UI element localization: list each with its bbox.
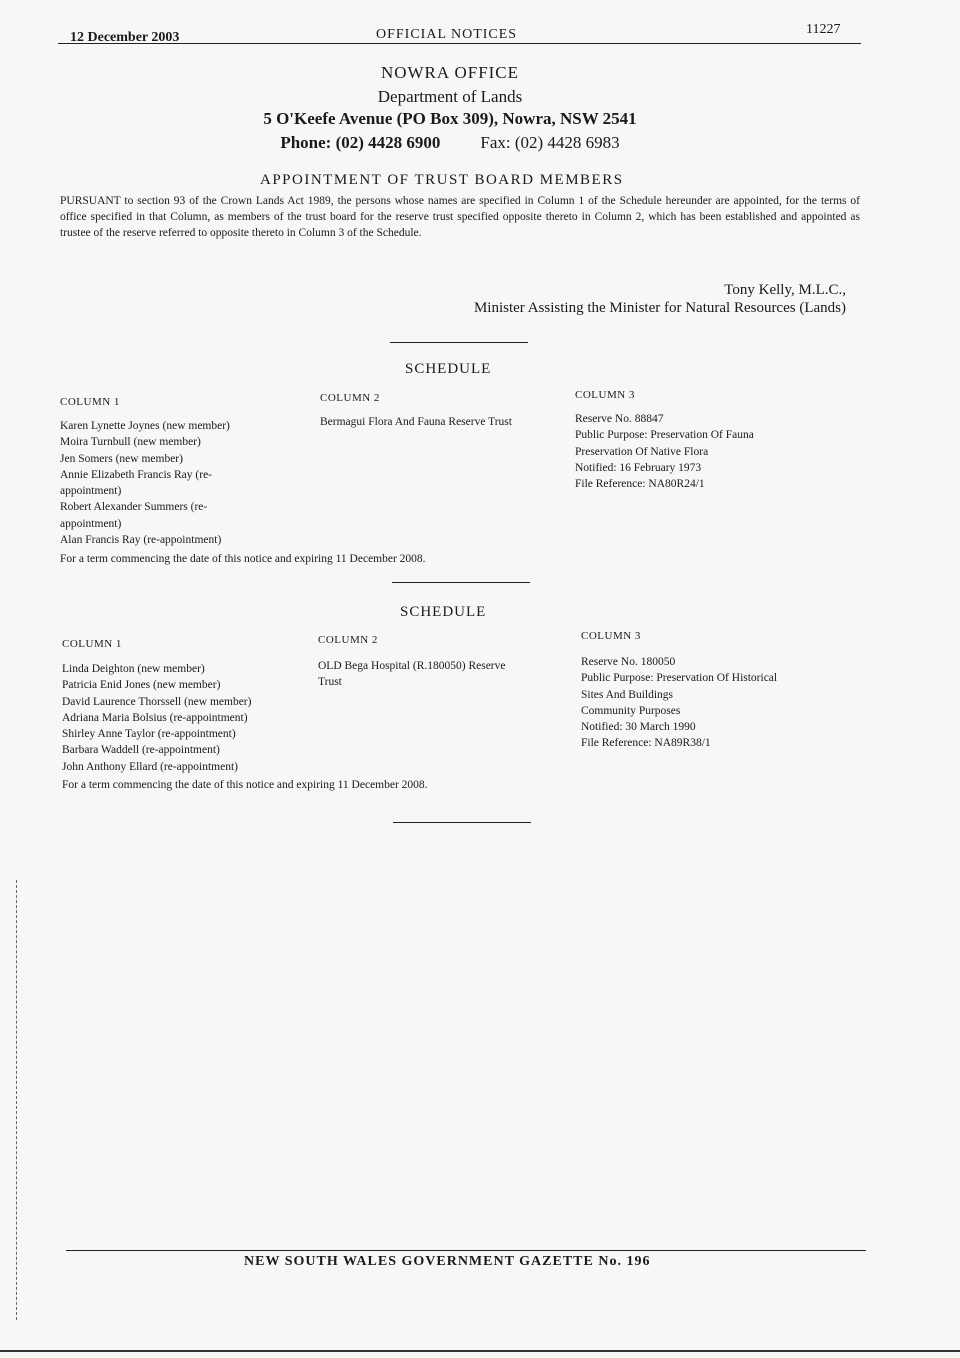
reserve-trust-line: OLD Bega Hospital (R.180050) Reserve [318,660,506,672]
member-name: Karen Lynette Joynes (new member) [60,420,230,432]
member-name: John Anthony Ellard (re-appointment) [62,760,238,773]
reserve-detail-line: Preservation Of Native Flora [575,445,709,458]
reserve-detail-line: Public Purpose: Preservation Of Historical [581,672,778,685]
scan-edge-mark [16,880,17,1320]
reserve-detail-line: Public Purpose: Preservation Of Fauna [575,429,754,442]
member-name: Adriana Maria Bolsius (re-appointment) [62,711,248,724]
header-page-number: 11227 [806,22,841,37]
column-1-heading: COLUMN 1 [62,638,122,650]
signatory-name: Tony Kelly, M.L.C., [724,282,846,298]
header-rule [58,43,861,44]
column-3-heading: COLUMN 3 [581,630,641,642]
office-address: 5 O'Keefe Avenue (PO Box 309), Nowra, NSW 2541 [263,109,637,128]
member-name: Patricia Enid Jones (new member) [62,679,221,692]
section-divider [392,582,530,583]
reserve-detail-line: Sites And Buildings [581,688,674,701]
header-date: 12 December 2003 [70,30,180,45]
reserve-detail-line: File Reference: NA80R24/1 [575,478,705,491]
gazette-footer: NEW SOUTH WALES GOVERNMENT GAZETTE No. 196 [244,1254,651,1269]
office-phone: Phone: (02) 4428 6900 [280,133,441,152]
column-2-heading: COLUMN 2 [318,634,378,646]
reserve-detail-line: Reserve No. 180050 [581,656,676,668]
office-department: Department of Lands [377,87,523,106]
member-name: appointment) [60,517,122,530]
column-1-heading: COLUMN 1 [60,396,120,408]
column-3-heading: COLUMN 3 [575,389,635,401]
column-2-heading: COLUMN 2 [320,392,380,404]
reserve-details [575,411,835,492]
member-name: Moira Turnbull (new member) [60,436,201,449]
reserve-trust-name: Bermagui Flora And Fauna Reserve Trust [320,416,512,428]
reserve-detail-line: Reserve No. 88847 [575,413,664,425]
notice-title: APPOINTMENT OF TRUST BOARD MEMBERS [260,172,624,188]
notice-body: PURSUANT to section 93 of the Crown Lands Act 1989, the persons whose names are specified in Column 1 of the Schedule hereunder are appointed, for the terms of office specified in that Column, as members of the trust board for the reserve trust specified opposite thereto in Column 2, which has been established and appointed as trustee of the reserve referred to opposite thereto in Column 3 of the Schedule. [60,195,860,239]
member-list [62,661,312,775]
reserve-detail-line: Notified: 30 March 1990 [581,721,696,734]
member-name: appointment) [60,485,122,498]
reserve-details [581,654,841,752]
member-name: Jen Somers (new member) [60,452,183,465]
reserve-detail-line: Notified: 16 February 1973 [575,461,702,474]
member-name: Alan Francis Ray (re-appointment) [60,534,222,547]
reserve-detail-line: File Reference: NA89R38/1 [581,737,711,750]
reserve-trust-line: Trust [318,676,342,689]
office-fax: Fax: (02) 4428 6983 [480,133,620,152]
reserve-trust-name [318,658,568,691]
signatory-role: Minister Assisting the Minister for Natural Resources (Lands) [473,300,846,316]
scan-bottom-edge [0,1350,960,1352]
reserve-detail-line: Community Purposes [581,704,681,717]
header-section: OFFICIAL NOTICES [376,27,518,42]
member-list [60,418,300,548]
member-name: Shirley Anne Taylor (re-appointment) [62,728,236,741]
term-statement: For a term commencing the date of this notice and expiring 11 December 2008. [60,553,426,565]
member-name: Barbara Waddell (re-appointment) [62,744,220,757]
section-divider [390,342,528,343]
member-name: David Laurence Thorssell (new member) [62,695,252,708]
office-name: NOWRA OFFICE [380,63,520,82]
schedule-title: SCHEDULE [405,361,492,377]
office-contact [0,133,900,153]
member-name: Linda Deighton (new member) [62,663,205,675]
member-name: Annie Elizabeth Francis Ray (re- [60,468,212,481]
member-name: Robert Alexander Summers (re- [60,501,208,514]
schedule-title: SCHEDULE [400,604,487,620]
footer-rule [66,1250,866,1251]
term-statement: For a term commencing the date of this notice and expiring 11 December 2008. [62,779,428,791]
section-divider [393,822,531,823]
